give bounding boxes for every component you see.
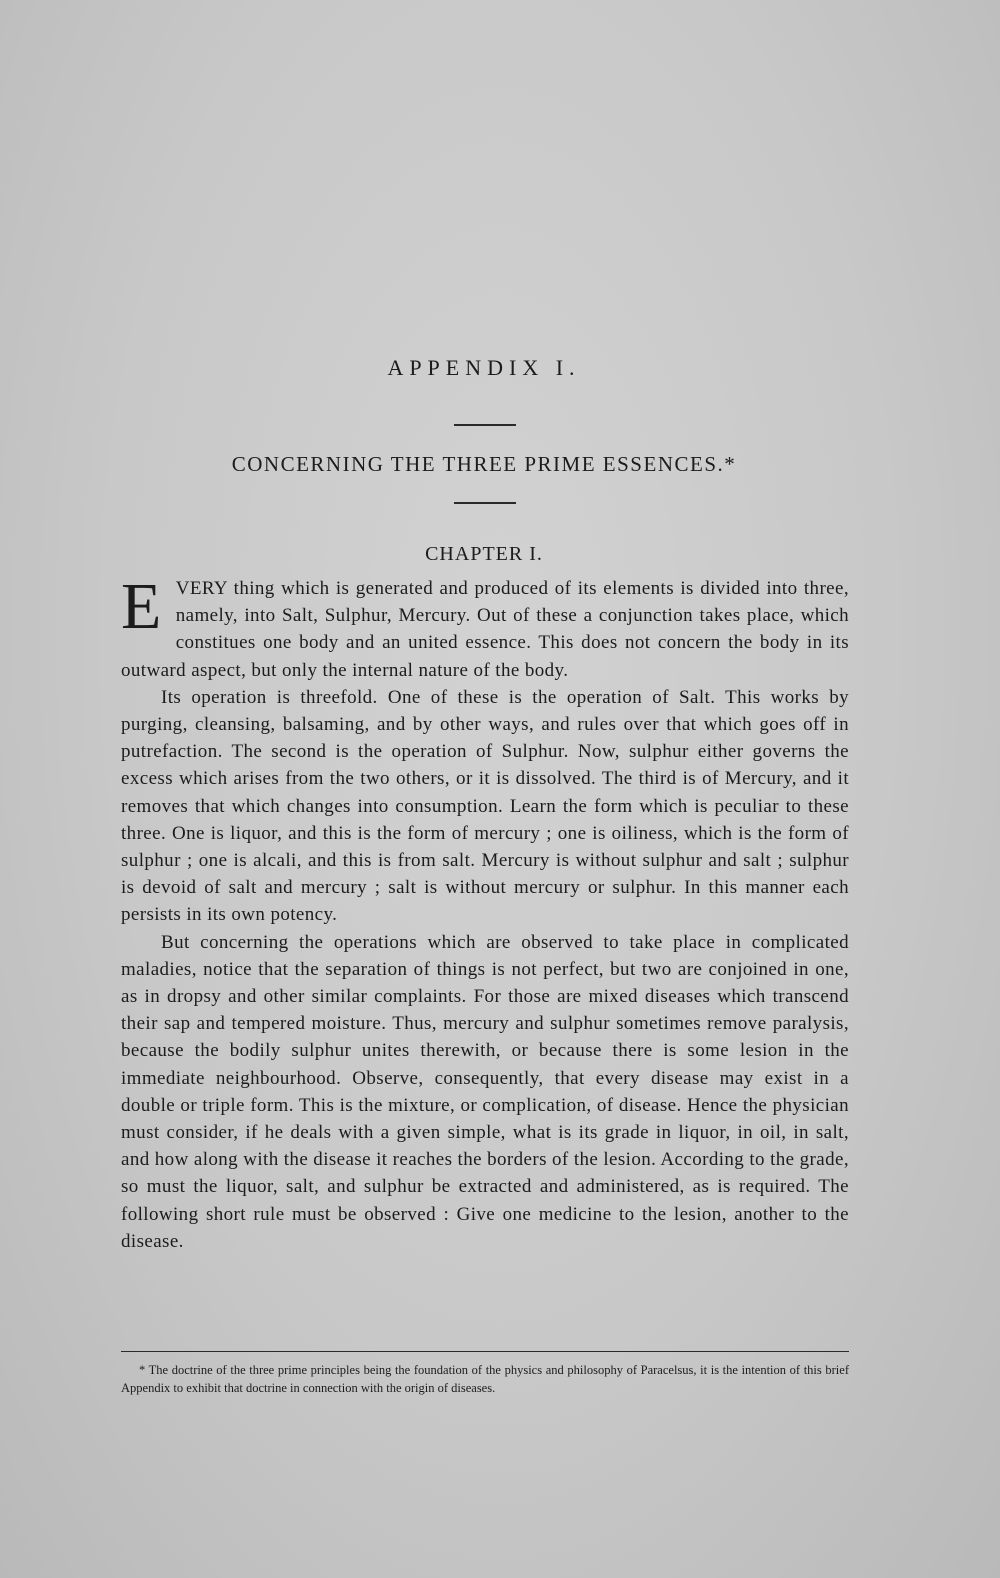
- paragraph-1-text: VERY thing which is generated and produced of its elements is divided into three, namely, into Salt, Sulphur, Mercury. Out of these a conjunction takes place, which constitues one body and an united essence. This does not concern the body in its outward aspect, but only the internal nature of the body.: [121, 578, 849, 681]
- section-title: CONCERNING THE THREE PRIME ESSENCES.*: [231, 452, 737, 476]
- footnote-divider: [121, 1351, 849, 1352]
- drop-cap: E: [121, 570, 162, 643]
- chapter-title: CHAPTER I.: [425, 543, 543, 565]
- section-divider: [454, 502, 516, 504]
- title-divider: [454, 424, 516, 426]
- paragraph-1: [121, 570, 849, 684]
- footnote: * The doctrine of the three prime principles being the foundation of the physics and philosophy of Paracelsus, it is the intention of this brief Appendix to exhibit that doctrine in connection with the origin of diseases.: [121, 1363, 849, 1395]
- paragraph-2: Its operation is threefold. One of these is the operation of Salt. This works by purging, cleansing, balsaming, and by other ways, and rules over that which goes off in putrefaction. The second is the operation of Sulphur. Now, sulphur either governs the excess which arises from the two others, or it is dissolved. The third is of Mercury, and it removes that which changes into consumption. Learn the form which is peculiar to these three. One is liquor, and this is the form of mercury ; one is oiliness, which is the form of sulphur ; one is alcali, and this is from salt. Mercury is without sulphur and salt ; sulphur is devoid of salt and mercury ; salt is without mercury or sulphur. In this manner each persists in its own potency.: [121, 686, 849, 926]
- chapter-body: [121, 570, 849, 1255]
- paragraph-3: But concerning the operations which are observed to take place in complicated maladies, notice that the separation of things is not perfect, but two are conjoined in one, as in dropsy and other similar complaints. For those are mixed diseases which transcend their sap and tempered moisture. Thus, mercury and sulphur sometimes remove paralysis, because the bodily sulphur unites therewith, or because there is some lesion in the immediate neighbourhood. Observe, consequently, that every disease may exist in a double or triple form. This is the mixture, or complication, of disease. Hence the physician must consider, if he deals with a given simple, what is its grade in liquor, in oil, in salt, and how along with the disease it reaches the borders of the lesion. According to the grade, so must the liquor, salt, and sulphur be extracted and administered, as is required. The following short rule must be observed : Give one medicine to the lesion, another to the disease.: [121, 931, 849, 1252]
- appendix-title: APPENDIX I.: [387, 355, 581, 380]
